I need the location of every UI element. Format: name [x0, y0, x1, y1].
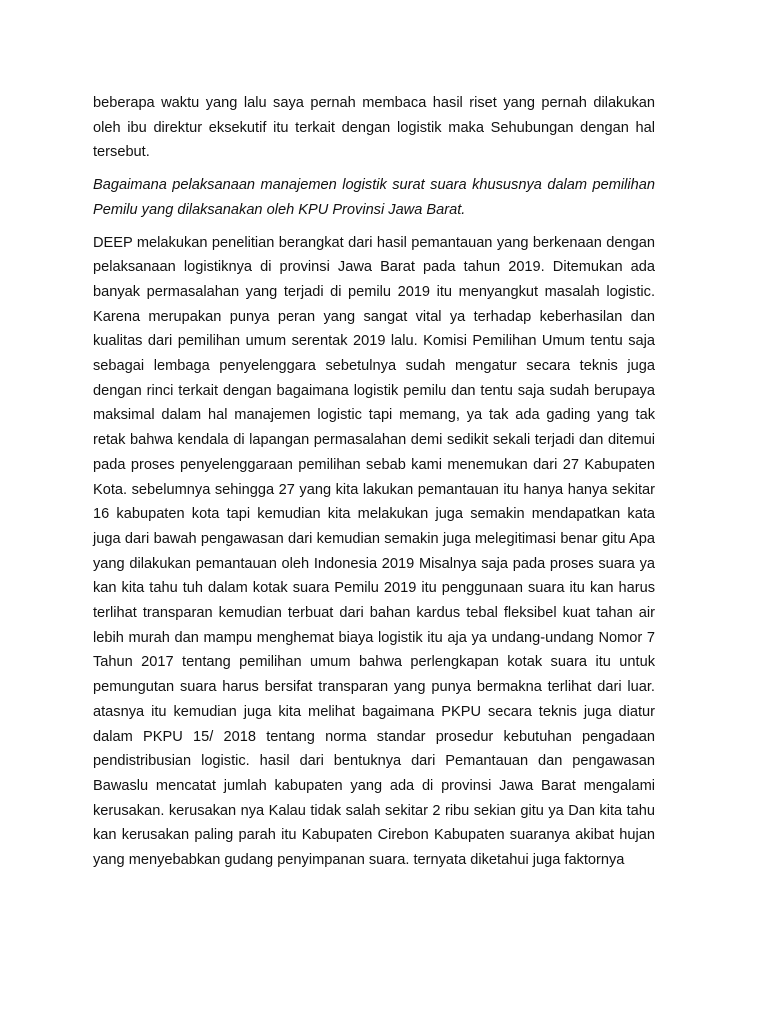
paragraph-research-question: Bagaimana pelaksanaan manajemen logistik surat suara khususnya dalam pemilihan Pemilu yang dilaksanakan oleh KPU Provinsi Jawa Barat.: [93, 177, 655, 218]
document-page: [93, 91, 655, 873]
paragraph-intro: beberapa waktu yang lalu saya pernah membaca hasil riset yang pernah dilakukan oleh ibu direktur eksekutif itu terkait dengan logistik maka Sehubungan dengan hal tersebut.: [93, 95, 655, 161]
paragraph-body: DEEP melakukan penelitian berangkat dari hasil pemantauan yang berkenaan dengan pelaksanaan logistiknya di provinsi Jawa Barat pada tahun 2019. Ditemukan ada banyak permasalahan yang terjadi di pemilu 2019 itu menyangkut masalah logistic. Karena merupakan punya peran yang sangat vital ya terhadap keberhasilan dan kualitas dari pemilihan umum serentak 2019 lalu. Komisi Pemilihan Umum tentu saja sebagai lembaga penyelenggara sebetulnya sudah mengatur secara teknis juga dengan rinci terkait dengan bagaimana logistik pemilu dan tentu saja sudah berupaya maksimal dalam hal manajemen logistic tapi memang, ya tak ada gading yang tak retak bahwa kendala di lapangan permasalahan demi sedikit sekali terjadi dan ditemui pada proses penyelenggaraan pemilihan sebab kami menemukan dari 27 Kabupaten Kota. sebelumnya sehingga 27 yang kita lakukan pemantauan itu hanya hanya sekitar 16 kabupaten kota tapi kemudian kita melakukan juga semakin mendapatkan kata juga dari bawah pengawasan dari kemudian semakin juga melegitimasi benar gitu Apa yang dilakukan pemantauan oleh Indonesia 2019 Misalnya saja pada proses suara ya kan kita tahu tuh dalam kotak suara Pemilu 2019 itu penggunaan suara itu kan harus terlihat transparan kemudian terbuat dari bahan kardus tebal fleksibel kuat tahan air lebih murah dan mampu menghemat biaya logistik itu aja ya undang-undang Nomor 7 Tahun 2017 tentang pemilihan umum bahwa perlengkapan kotak suara itu untuk pemungutan suara harus bersifat transparan yang punya bermakna terlihat dari luar. atasnya itu kemudian juga kita melihat bagaimana PKPU secara teknis juga diatur dalam PKPU 15/ 2018 tentang norma standar prosedur kebutuhan pengadaan pendistribusian logistic. hasil dari bentuknya dari Pemantauan dan pengawasan Bawaslu mencatat jumlah kabupaten yang ada di provinsi Jawa Barat mengalami kerusakan. kerusakan nya Kalau tidak salah sekitar 2 ribu sekian gitu ya Dan kita tahu kan kerusakan paling parah itu Kabupaten Cirebon Kabupaten suaranya akibat hujan yang menyebabkan gudang penyimpanan suara. ternyata diketahui juga faktornya: [93, 234, 655, 869]
